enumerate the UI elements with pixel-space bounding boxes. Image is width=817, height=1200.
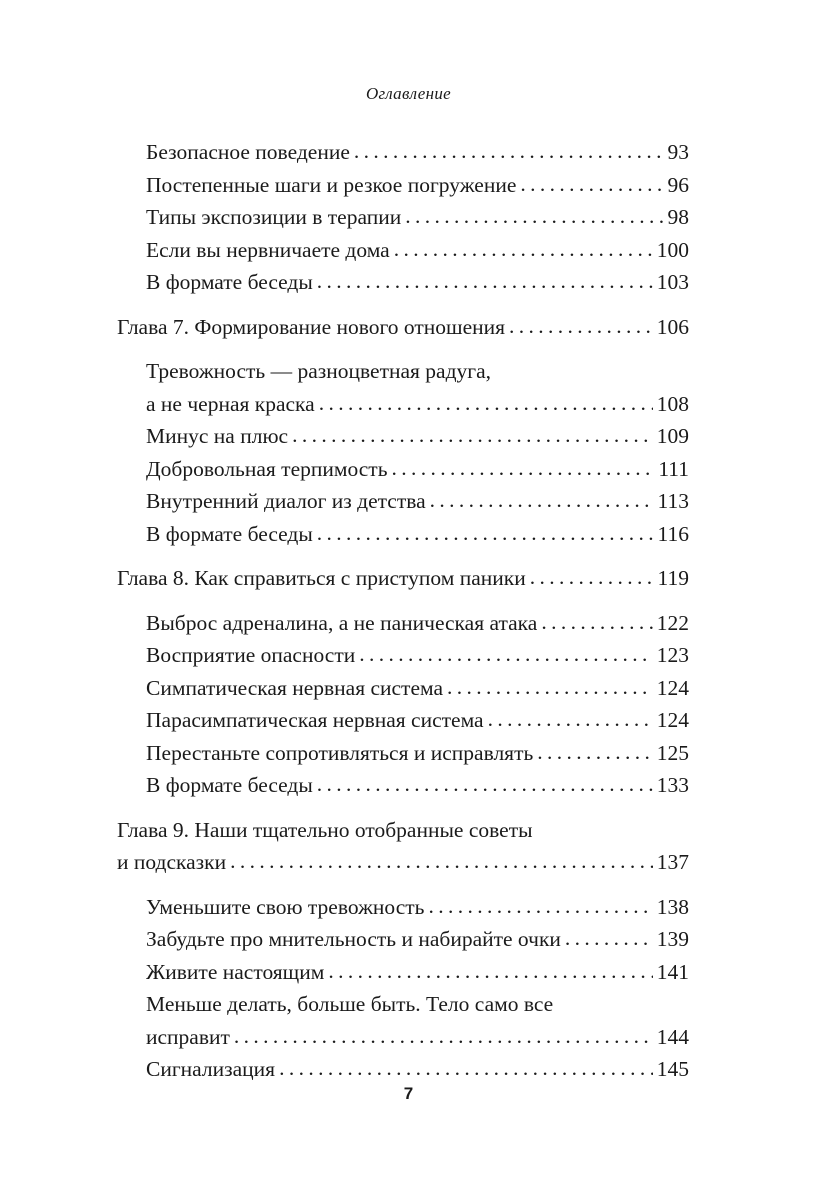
toc-entry-page: 109 bbox=[656, 424, 689, 448]
toc-entry bbox=[117, 607, 689, 640]
toc-chapter bbox=[117, 562, 689, 595]
dot-leader bbox=[359, 638, 653, 671]
toc-chapter-page: 137 bbox=[656, 850, 689, 874]
dot-leader bbox=[565, 922, 653, 955]
toc-entry-page: 93 bbox=[667, 140, 689, 164]
dot-leader bbox=[328, 955, 652, 988]
toc-entry bbox=[117, 388, 689, 421]
dot-leader bbox=[392, 452, 655, 485]
toc-entry-page: 133 bbox=[656, 773, 689, 797]
toc-entry-title: Уменьшите свою тревожность bbox=[146, 894, 425, 919]
toc-entry bbox=[117, 201, 689, 234]
toc-entry-page: 103 bbox=[656, 270, 689, 294]
dot-leader bbox=[428, 890, 652, 923]
toc-entry bbox=[117, 420, 689, 453]
toc-entry bbox=[117, 956, 689, 989]
toc-entry bbox=[117, 518, 689, 551]
toc-chapter bbox=[117, 846, 689, 879]
toc-entry-page: 144 bbox=[656, 1024, 689, 1049]
toc-entry-title: Добровольная терпимость bbox=[146, 456, 388, 481]
dot-leader bbox=[394, 233, 653, 266]
dot-leader bbox=[541, 606, 652, 639]
dot-leader bbox=[530, 561, 654, 594]
toc-entry bbox=[117, 769, 689, 802]
toc-chapter-page: 106 bbox=[656, 314, 689, 339]
toc-entry-title: а не черная краска bbox=[146, 391, 315, 416]
toc-entry-title: Типы экспозиции в терапии bbox=[146, 205, 402, 229]
dot-leader bbox=[447, 671, 653, 704]
toc-entry bbox=[117, 639, 689, 672]
toc-entry-page: 138 bbox=[656, 894, 689, 919]
dot-leader bbox=[234, 1020, 653, 1053]
toc-entry-page: 113 bbox=[657, 489, 689, 513]
toc-entry-title: Перестаньте сопротивляться и исправлять bbox=[146, 740, 534, 765]
toc-entry bbox=[117, 1053, 689, 1086]
dot-leader bbox=[292, 419, 653, 452]
toc-entry-page: 96 bbox=[667, 172, 689, 197]
toc-entry-page: 124 bbox=[656, 708, 689, 732]
toc-entry-title: Безопасное поведение bbox=[146, 140, 350, 164]
toc-entry-title: Внутренний диалог из детства bbox=[146, 489, 426, 513]
toc-entry-page: 145 bbox=[656, 1057, 689, 1081]
toc-chapter-page: 119 bbox=[657, 566, 689, 590]
toc-entry-title: Забудьте про мнительность и набирайте очки bbox=[146, 927, 561, 951]
toc-entry bbox=[117, 266, 689, 299]
toc-entry-page: 116 bbox=[657, 521, 689, 546]
toc-entry-title: Восприятие опасности bbox=[146, 643, 356, 667]
toc-entry-page: 123 bbox=[656, 643, 689, 667]
toc-entry bbox=[117, 704, 689, 737]
toc-entry-title: исправит bbox=[146, 1024, 230, 1049]
toc-entry-title: Симпатическая нервная система bbox=[146, 675, 444, 700]
running-header: Оглавление bbox=[365, 84, 452, 103]
toc-entry bbox=[117, 136, 689, 169]
dot-leader bbox=[279, 1052, 653, 1085]
dot-leader bbox=[405, 200, 663, 233]
toc-entry-page: 111 bbox=[658, 456, 689, 481]
toc-chapter-title-line: Глава 9. Наши тщательно отобранные советы bbox=[117, 817, 533, 842]
toc-entry bbox=[117, 891, 689, 924]
toc-entry bbox=[117, 169, 689, 202]
toc-entry-title-line: Меньше делать, больше быть. Тело само все bbox=[146, 992, 554, 1016]
toc-entry-title: Парасимпатическая нервная система bbox=[146, 708, 484, 732]
toc-entry bbox=[117, 672, 689, 705]
toc-chapter bbox=[117, 311, 689, 344]
dot-leader bbox=[317, 517, 654, 550]
toc-entry bbox=[117, 1021, 689, 1054]
toc-entry-title: Постепенные шаги и резкое погружение bbox=[146, 172, 517, 197]
toc-entry bbox=[117, 453, 689, 486]
toc-entry-title: Если вы нервничаете дома bbox=[146, 237, 390, 262]
toc-entry bbox=[117, 234, 689, 267]
toc-entry bbox=[117, 923, 689, 956]
dot-leader bbox=[520, 168, 663, 201]
toc-entry-page: 122 bbox=[656, 610, 689, 635]
dot-leader bbox=[230, 845, 653, 878]
dot-leader bbox=[354, 135, 664, 168]
toc-entry-page: 108 bbox=[656, 391, 689, 416]
toc-entry bbox=[117, 485, 689, 518]
toc-entry-title: В формате беседы bbox=[146, 270, 313, 294]
dot-leader bbox=[509, 310, 653, 343]
toc-entry bbox=[117, 737, 689, 770]
toc-entry-title: Сигнализация bbox=[146, 1057, 276, 1081]
toc-entry-title: Живите настоящим bbox=[146, 959, 325, 984]
toc-chapter-title: Глава 7. Формирование нового отношения bbox=[117, 314, 506, 339]
dot-leader bbox=[537, 736, 652, 769]
dot-leader bbox=[319, 387, 653, 420]
dot-leader bbox=[430, 484, 654, 517]
toc-entry-title: Выброс адреналина, а не паническая атака bbox=[146, 610, 538, 635]
toc-entry-page: 141 bbox=[656, 959, 689, 984]
toc-chapter-title: Глава 8. Как справиться с приступом паники bbox=[117, 566, 526, 590]
toc-entry-page: 124 bbox=[656, 675, 689, 700]
page-number: 7 bbox=[403, 1084, 414, 1103]
table-of-contents bbox=[117, 136, 689, 1086]
toc-entry-title: В формате беседы bbox=[146, 521, 313, 546]
toc-entry-title: В формате беседы bbox=[146, 773, 313, 797]
toc-chapter-title: и подсказки bbox=[117, 850, 227, 874]
toc-entry-page: 139 bbox=[656, 927, 689, 951]
dot-leader bbox=[488, 703, 653, 736]
dot-leader bbox=[317, 265, 653, 298]
toc-entry-title-line: Тревожность — разноцветная радуга, bbox=[146, 359, 492, 383]
toc-entry-title: Минус на плюс bbox=[146, 424, 289, 448]
toc-entry-page: 98 bbox=[667, 205, 689, 229]
toc-entry-page: 100 bbox=[656, 237, 689, 262]
dot-leader bbox=[317, 768, 653, 801]
toc-entry-page: 125 bbox=[656, 740, 689, 765]
